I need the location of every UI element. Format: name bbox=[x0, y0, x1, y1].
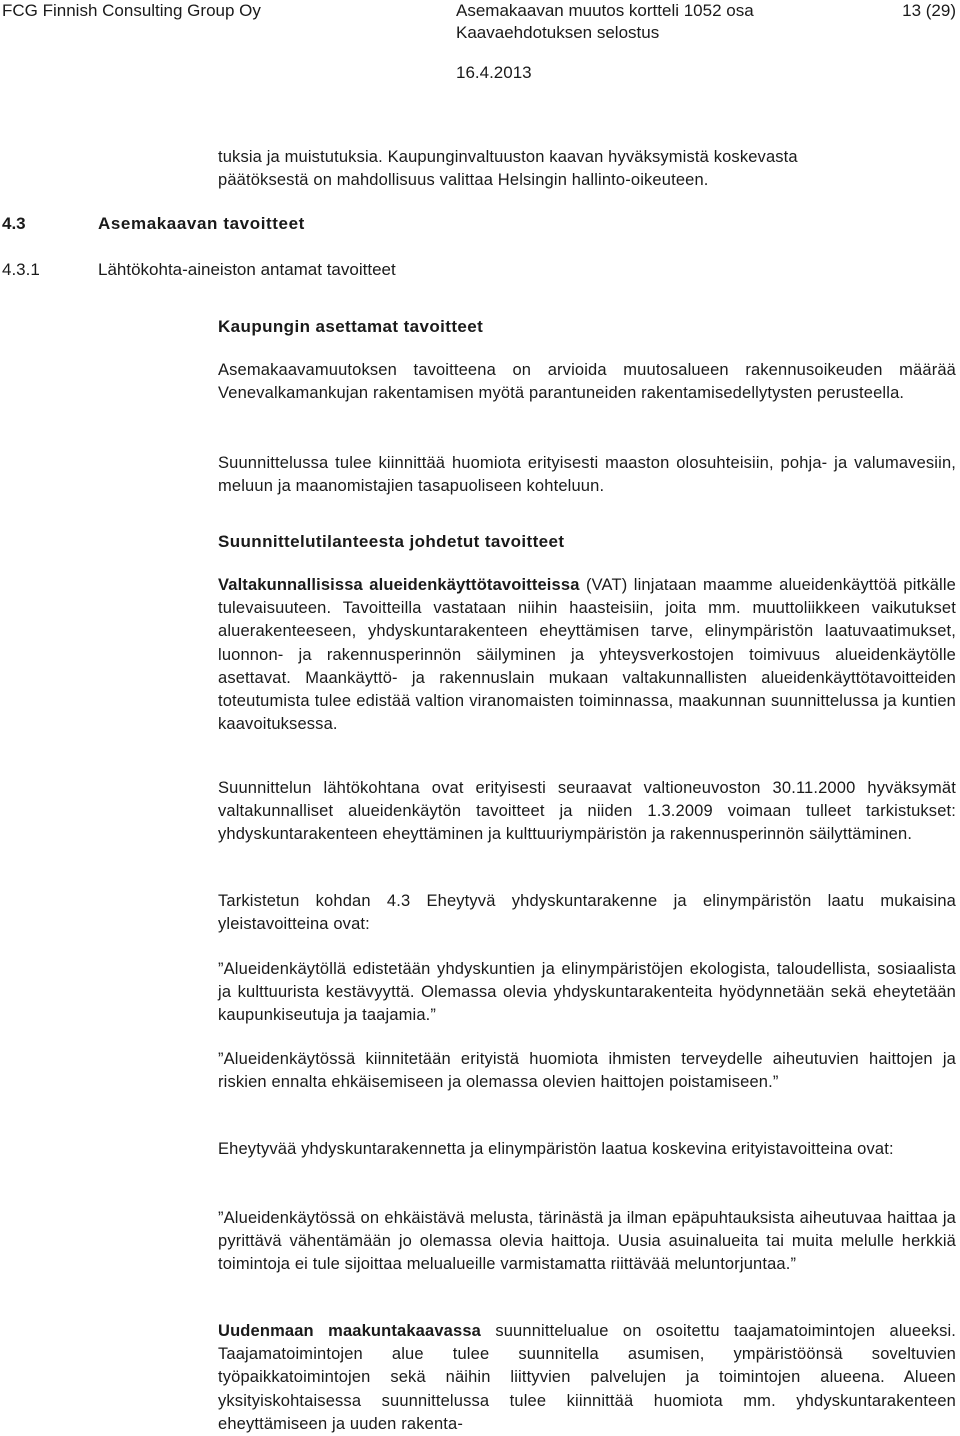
intro-line-1: tuksia ja muistutuksia. Kaupunginvaltuuston kaavan hyväksymistä koskevasta bbox=[218, 148, 798, 166]
header-document-title: Asemakaavan muutos kortteli 1052 osa bbox=[456, 1, 754, 20]
intro-line-2: päätöksestä on mahdollisuus valittaa Helsingin hallinto-oikeuteen. bbox=[218, 171, 709, 190]
header-subtitle: Kaavaehdotuksen selostus bbox=[456, 23, 660, 42]
paragraph-special-goals-intro: Eheytyvää yhdyskuntarakennetta ja elinympäristön laatua koskevina erityistavoitteina ovat: bbox=[218, 1140, 894, 1158]
header-date: 16.4.2013 bbox=[456, 63, 532, 82]
quote-sustainability: ”Alueidenkäytöllä edistetään yhdyskuntien ja elinympäristöjen ekologista, taloudellista, sosiaalista ja kulttuurista kestävyyttä. Olemassa olevia yhdyskuntarakenteita hyödynnetään sekä eheytetään kaupunkiseutuja ja taajamia.” bbox=[218, 960, 956, 1025]
subsection-title: Lähtökohta-aineiston antamat tavoitteet bbox=[98, 260, 396, 279]
quote-noise: ”Alueidenkäytössä on ehkäistävä melusta, tärinästä ja ilman epäpuhtauksista aiheutuvaa haittaa ja pyrittävä vähentämään jo olemassa olevia haittoja. Uusia asuinalueita tai muita melulle herkkiä toimintoja ei tule sijoittaa melualueille varmistamatta riittävää meluntorjuntaa.” bbox=[218, 1209, 956, 1274]
paragraph-regional-plan bbox=[218, 1320, 956, 1436]
quote-health: ”Alueidenkäytössä kiinnitetään erityistä huomiota ihmisten terveydelle aiheutuvien haittojen ja riskien ennalta ehkäisemiseen ja olemassa olevien haittojen poistamiseen.” bbox=[218, 1050, 956, 1092]
paragraph-city-goals-2: Suunnittelussa tulee kiinnittää huomiota erityisesti maaston olosuhteisiin, pohja- ja valumavesiin, meluun ja maanomistajien tasapuoliseen kohteluun. bbox=[218, 454, 956, 496]
section-number: 4.3 bbox=[2, 214, 26, 233]
header-company: FCG Finnish Consulting Group Oy bbox=[2, 1, 261, 20]
section-title: Asemakaavan tavoitteet bbox=[98, 214, 305, 233]
vat-term: Valtakunnallisissa alueidenkäyttötavoitteissa bbox=[218, 576, 580, 594]
regional-plan-term: Uudenmaan maakuntakaavassa bbox=[218, 1322, 481, 1340]
intro-paragraph bbox=[218, 146, 956, 192]
paragraph-vat bbox=[218, 574, 956, 736]
header-page-number: 13 (29) bbox=[902, 1, 956, 20]
paragraph-city-goals-1: Asemakaavamuutoksen tavoitteena on arvioida muutosalueen rakennusoikeuden määrää Venevalkamankujan rakentamisen myötä parantuneiden rakentamisedellytysten perusteella. bbox=[218, 361, 956, 403]
vat-text: (VAT) linjataan maamme alueidenkäyttöä pitkälle tulevaisuuteen. Tavoitteilla vastataan niihin haasteisiin, joita mm. muuttoliikkeen vaikutukset aluerakenteeseen, yhdyskuntarakenteen eheyttämisen tarve, elinympäristön laatuvaatimukset, luonnon- ja rakennusperinnön säilyminen ja yhteysverkostojen toimivuus alueidenkäytölle asettavat. Maankäyttö- ja rakennuslain mukaan valtakunnallisten alueidenkäyttötavoitteiden toteutumista tulee edistää valtion viranomaisten toiminnassa, maakunnan suunnittelussa ja kuntien kaavoituksessa. bbox=[218, 576, 956, 734]
paragraph-general-goals-intro: Tarkistetun kohdan 4.3 Eheytyvä yhdyskuntarakenne ja elinympäristön laatu mukaisina yleistavoitteina ovat: bbox=[218, 892, 956, 934]
regional-plan-text: suunnittelualue on osoitettu taajamatoimintojen alueeksi. Taajamatoimintojen alue tulee suunnitella asumisen, ympäristöönsä soveltuvien työpaikkatoimintojen sekä näihin liittyvien palvelujen ja toimintojen alueena. Alueen yksityiskohtaisessa suunnittelussa tulee kiinnittää huomiota mm. yhdyskuntarakenteen eheyttämiseen ja uuden rakenta- bbox=[218, 1322, 957, 1433]
heading-planning-goals: Suunnittelutilanteesta johdetut tavoitteet bbox=[218, 532, 565, 551]
heading-city-goals: Kaupungin asettamat tavoitteet bbox=[218, 317, 484, 336]
paragraph-starting-points: Suunnittelun lähtökohtana ovat erityisesti seuraavat valtioneuvoston 30.11.2000 hyväksymät valtakunnalliset alueidenkäytön tavoitteet ja niiden 1.3.2009 voimaan tulleet tarkistukset: yhdyskuntarakenteen eheyttäminen ja kulttuuriympäristön ja rakennusperinnön säilyttäminen. bbox=[218, 779, 956, 844]
subsection-number: 4.3.1 bbox=[2, 260, 40, 279]
